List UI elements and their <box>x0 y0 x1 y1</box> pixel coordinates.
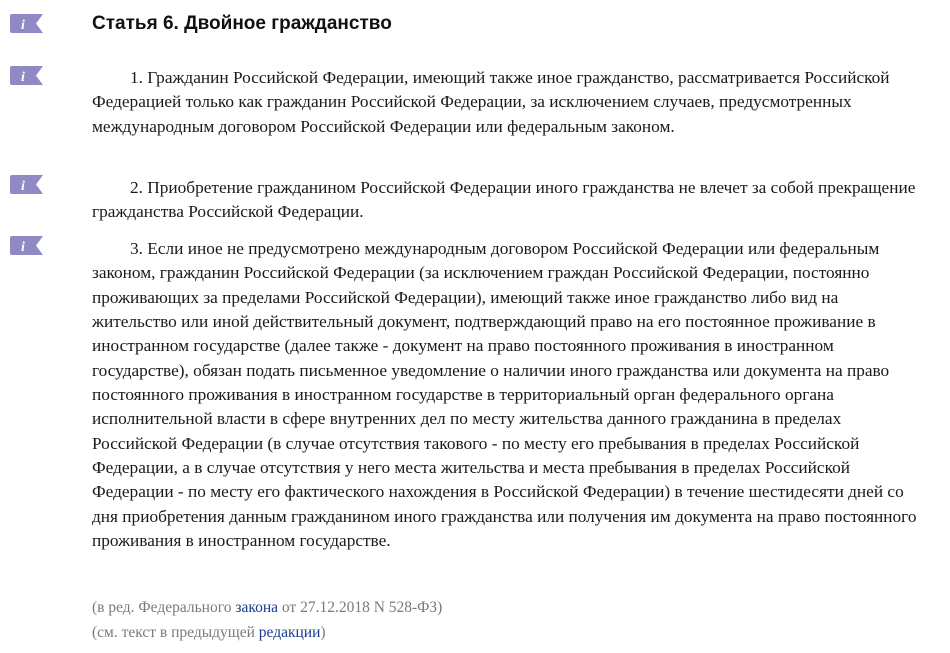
info-tag-icon <box>10 175 43 194</box>
article-paragraph-1: 1. Гражданин Российской Федерации, имеющий также иное гражданство, рассматривается Российской Федерацией только как гражданин Российской Федерации, за исключением случаев, предусмотренных международным договором Российской Федерации или федеральным законом. <box>92 68 890 136</box>
info-tag-icon <box>10 236 43 255</box>
previous-edition-link[interactable]: редакции <box>258 624 321 641</box>
article-paragraph-2: 2. Приобретение гражданином Российской Федерации иного гражданства не влечет за собой прекращение гражданства Российской Федерации. <box>92 178 916 222</box>
article-title: Статья 6. Двойное гражданство <box>92 13 392 34</box>
previous-edition-note <box>92 623 326 643</box>
svg-text:i: i <box>21 70 25 85</box>
svg-text:i: i <box>21 179 25 194</box>
previous-edition-suffix: ) <box>320 624 326 641</box>
info-icon[interactable] <box>10 175 43 194</box>
edition-note-prefix: (в ред. Федерального <box>92 599 236 616</box>
info-icon[interactable] <box>10 236 43 255</box>
info-tag-icon <box>10 14 43 33</box>
law-link[interactable]: закона <box>235 599 278 616</box>
edition-note-suffix: от 27.12.2018 N 528-ФЗ) <box>278 599 443 616</box>
svg-text:i: i <box>21 18 25 33</box>
svg-text:i: i <box>21 240 25 255</box>
article-paragraph-3: 3. Если иное не предусмотрено международным договором Российской Федерации или федеральным законом, гражданин Российской Федерации (за исключением граждан Российской Федерации, постоянно проживающих за пределами Российской Федерации), имеющий также иное гражданство либо вид на жительство или иной действительный документ, подтверждающий право на его постоянное проживание в иностранном государстве (далее также - документ на право постоянного проживания в иностранном государстве), обязан подать письменное уведомление о наличии иного гражданства или документа на право постоянного проживания в иностранном государстве в территориальный орган федерального органа исполнительной власти в сфере внутренних дел по месту жительства данного гражданина в пределах Российской Федерации (в случае отсутствия такового - по месту его пребывания в пределах Российской Федерации, а в случае отсутствия у него места жительства и места пребывания в пределах Российской Федерации - по месту его фактического нахождения в Российской Федерации) в течение шестидесяти дней со дня приобретения данным гражданином иного гражданства или получения им документа на право постоянного проживания в иностранном государстве. <box>92 239 917 551</box>
edition-note <box>92 598 442 618</box>
info-tag-icon <box>10 66 43 85</box>
previous-edition-prefix: (см. текст в предыдущей <box>92 624 259 641</box>
info-icon[interactable] <box>10 66 43 85</box>
info-icon[interactable] <box>10 14 43 33</box>
